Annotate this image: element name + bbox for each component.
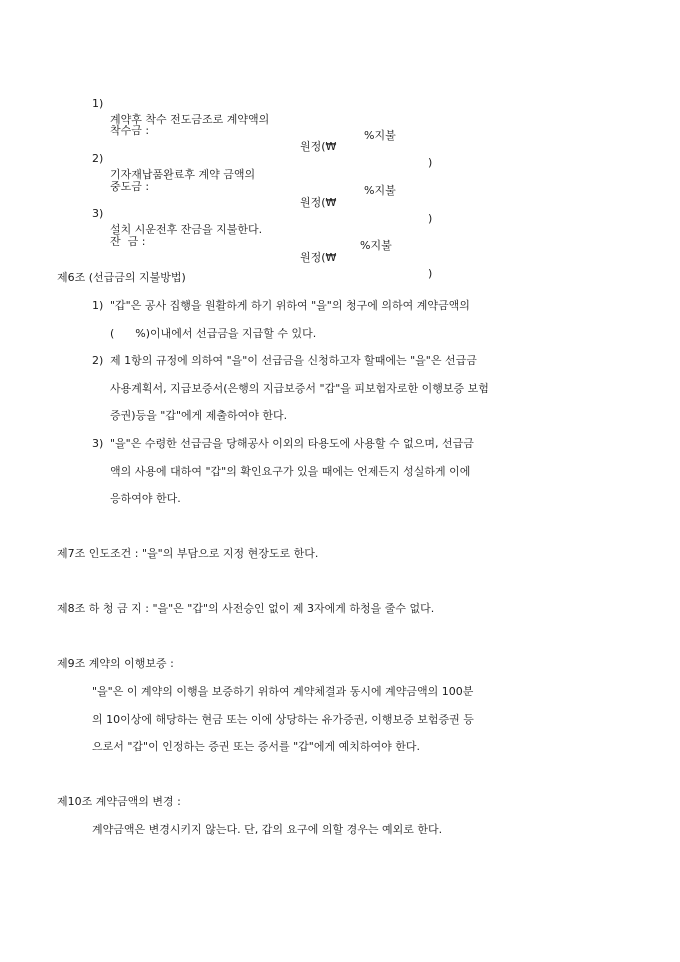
payment-label: 착수금 : [110,124,150,137]
won-amount: 원정(₩ [300,196,337,209]
article-8: 제8조 하 청 금 지 : "을"은 "갑"의 사전승인 없이 제 3자에게 하청을 줄수 없다. [57,602,435,615]
article-9-line-3: 으로서 "갑"이 인정하는 증권 또는 증서를 "갑"에게 예치하여야 한다. [92,740,420,753]
item-number: 1) [92,299,104,312]
item-number: 2) [92,354,104,367]
article-6-item-1-line-1: "갑"은 공사 집행을 원활하게 하기 위하여 "을"의 청구에 의하여 계약금액의 [110,299,470,312]
payment-percent: %지불 [364,129,396,142]
payment-percent: %지불 [364,184,396,197]
article-6-item-2-line-2: 사용계획서, 지급보증서(은행의 지급보증서 "갑"을 피보험자로한 이행보증 보험 [110,382,489,395]
article-10-title: 제10조 계약금액의 변경 : [57,795,181,808]
article-6-item-3-line-1: "을"은 수령한 선급금을 당해공사 이외의 타용도에 사용할 수 없으며, 선급금 [110,437,474,450]
won-amount: 원정(₩ [300,251,337,264]
payment-label: 잔 금 : [110,235,146,248]
close-paren: ) [428,156,433,169]
close-paren: ) [428,212,433,225]
item-number: 3) [92,207,104,220]
article-6-item-2-line-3: 증권)등을 "갑"에게 제출하여야 한다. [110,409,288,422]
article-9-line-1: "을"은 이 계약의 이행을 보증하기 위하여 계약체결과 동시에 계약금액의 100분 [92,685,474,698]
article-10-text: 계약금액은 변경시키지 않는다. 단, 갑의 요구에 의할 경우는 예외로 한다. [92,823,443,836]
payment-description: 설치 시운전후 잔금을 지불한다. [110,223,263,236]
payment-percent: %지불 [360,239,392,252]
payment-description: 기자재납품완료후 계약 금액의 [110,168,256,181]
item-number: 2) [92,152,104,165]
close-paren: ) [428,267,433,280]
article-9-title: 제9조 계약의 이행보증 : [57,657,174,670]
article-9-line-2: 의 10이상에 해당하는 현금 또는 이에 상당하는 유가증권, 이행보증 보험증권 등 [92,713,474,726]
item-number: 1) [92,97,104,110]
article-6-item-3-line-2: 액의 사용에 대하여 "갑"의 확인요구가 있을 때에는 언제든지 성실하게 이에 [110,465,471,478]
payment-description: 계약후 착수 전도금조로 계약액의 [110,113,270,126]
article-6-title: 제6조 (선급금의 지불방법) [57,271,186,284]
article-7: 제7조 인도조건 : "을"의 부담으로 지정 현장도로 한다. [57,547,319,560]
item-number: 3) [92,437,104,450]
article-6-item-1-line-2: ( %)이내에서 선급금을 지급할 수 있다. [110,327,317,340]
article-6-item-2-line-1: 제 1항의 규정에 의하여 "을"이 선급금을 신청하고자 할때에는 "을"은 선급금 [110,354,477,367]
payment-label: 중도금 : [110,180,150,193]
won-amount: 원정(₩ [300,140,337,153]
article-6-item-3-line-3: 응하여야 한다. [110,492,181,505]
